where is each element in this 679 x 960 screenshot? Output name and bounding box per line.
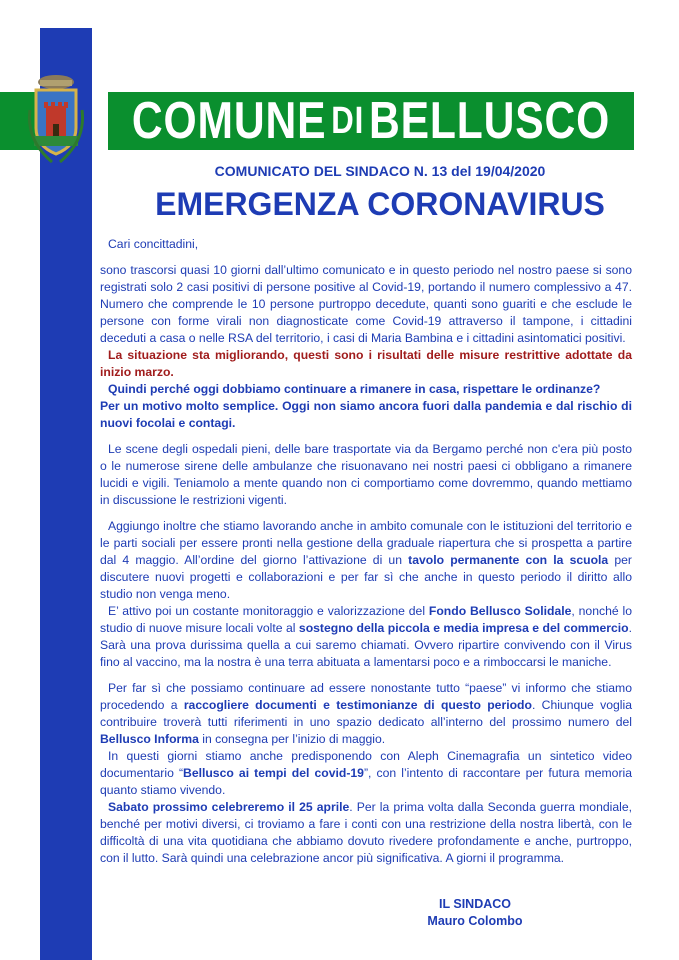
comunicato-subtitle: COMUNICATO DEL SINDACO N. 13 del 19/04/2020 [214,163,546,179]
p10-text: . Per la prima volta dalla Seconda guerra mondiale, benché per motivi diversi, ci troviamo a fare i conti con una restrizione della nostra libertà, con le difficoltà di una vita quotidiana che abbiamo dovuto rivedere profondamente e anche, purtroppo, con il lutto. Sarà quindi una celebrazione ancor più significativa. A giorni il programma. [100,800,632,865]
greeting: Cari concittadini, [108,237,199,251]
paragraph-9 [100,748,632,799]
p6-text-a: Aggiungo inoltre che stiamo lavorando anche in ambito comunale con le istituzioni del territorio e le parti sociali per essere pronti nella gestione della graduale riapertura che si prospetta a partire dal 4 maggio. All’ordine del giorno l’attivazione di un [100,519,632,567]
p9-text-a: In questi giorni stiamo anche predisponendo con Aleph Cinemagrafia un sintetico video documentario “ [100,749,632,780]
p7-bold-b: Fondo Bellusco Solidale [428,604,572,618]
main-heading: EMERGENZA CORONAVIRUS [155,186,605,222]
title-bellusco: BELLUSCO [369,92,611,150]
paragraph-1: sono trascorsi quasi 10 giorni dall’ultimo comunicato e in questo periodo nel nostro paese si sono registrati solo 2 casi positivi di persone positive al Covid-19, portando il numero complessivo a 47. Numero che comprende le 10 persone purtroppo decedute, quanti sono guariti e che esclude le persone con forme virali non diagnosticate come Covid-19 attraverso il tampone, i cittadini deceduti a casa o nelle RSA del territorio, i casi di Maria Bambina e i cittadini asintomatici positivi. [100,263,632,345]
p7-bold-d: sostegno della piccola e media impresa e del commercio [298,621,629,635]
p7-text-a: E’ attivo poi un costante monitoraggio e valorizzazione del [108,604,429,618]
p8-bold-b: raccogliere documenti e testimonianze di questo periodo [183,698,532,712]
paragraph-7 [100,603,632,671]
letter-body [100,236,632,867]
paragraph-10 [100,799,632,867]
paragraph-4 [100,398,632,432]
paragraph-6 [100,518,632,603]
signature [400,896,550,930]
p6-text-c: per discutere nuovi progetti e collaborazioni e per far sì che anche in questo periodo il diritto allo studio non venga meno. [100,553,632,601]
paragraph-2: La situazione sta migliorando, questi sono i risultati delle misure restrittive adottate da inizio marzo. [100,348,632,379]
p7-text-e: . Sarà una prova durissima quella a cui saremo chiamati. Ovvero ripartire convivendo con il Virus fino al vaccino, ma la nostra è una terra abituata a lamentarsi poco e a rimboccarsi le maniche. [100,621,632,669]
paragraph-5: Le scene degli ospedali pieni, delle bare trasportate via da Bergamo perché non c'era più posto o le numerose sirene delle ambulanze che risuonavano nei nostri paesi ci obbligano a rimanere lucidi e vigili. Teniamolo a mente quando non ci comportiamo come dovremmo, quando mettiamo in discussione le restrizioni vigenti. [100,442,632,507]
signature-role: IL SINDACO [439,897,511,911]
title-di: DI [331,99,365,142]
p8-text-a: Per far sì che possiamo continuare ad essere nonostante tutto “paese” vi informo che stiamo procedendo a [100,681,632,712]
p8-bold-d: Bellusco Informa [100,732,199,746]
p6-bold: tavolo permanente con la scuola [408,553,609,567]
p8-text-c: . Chiunque voglia contribuire troverà tutti riferimenti in uno spazio dedicato all’interno del prossimo numero del [100,698,632,729]
p10-bold: Sabato prossimo celebreremo il 25 aprile [108,800,350,814]
p8-text-e: in consegna per l’inizio di maggio. [198,732,386,746]
blue-vertical-bar [40,28,92,960]
p7-text-c: , nonché lo studio di nuove misure locali volte al [100,604,632,635]
paragraph-3 [100,381,632,398]
title-comune: COMUNE [131,92,327,150]
paragraph-3-text: Quindi perché oggi dobbiamo continuare a rimanere in casa, rispettare le ordinanze? [108,382,601,396]
paragraph-8 [100,680,632,748]
paragraph-4-text: Per un motivo molto semplice. Oggi non siamo ancora fuori dalla pandemia e dal rischio di nuovi focolai e contagi. [100,399,632,430]
signature-name: Mauro Colombo [427,914,523,928]
p9-text-c: ”, con l’intento di raccontare per futura memoria quanto stiamo vivendo. [100,766,632,797]
municipal-crest-icon [24,70,88,166]
comune-title [131,92,611,150]
p9-bold: Bellusco ai tempi del covid-19 [183,766,364,780]
